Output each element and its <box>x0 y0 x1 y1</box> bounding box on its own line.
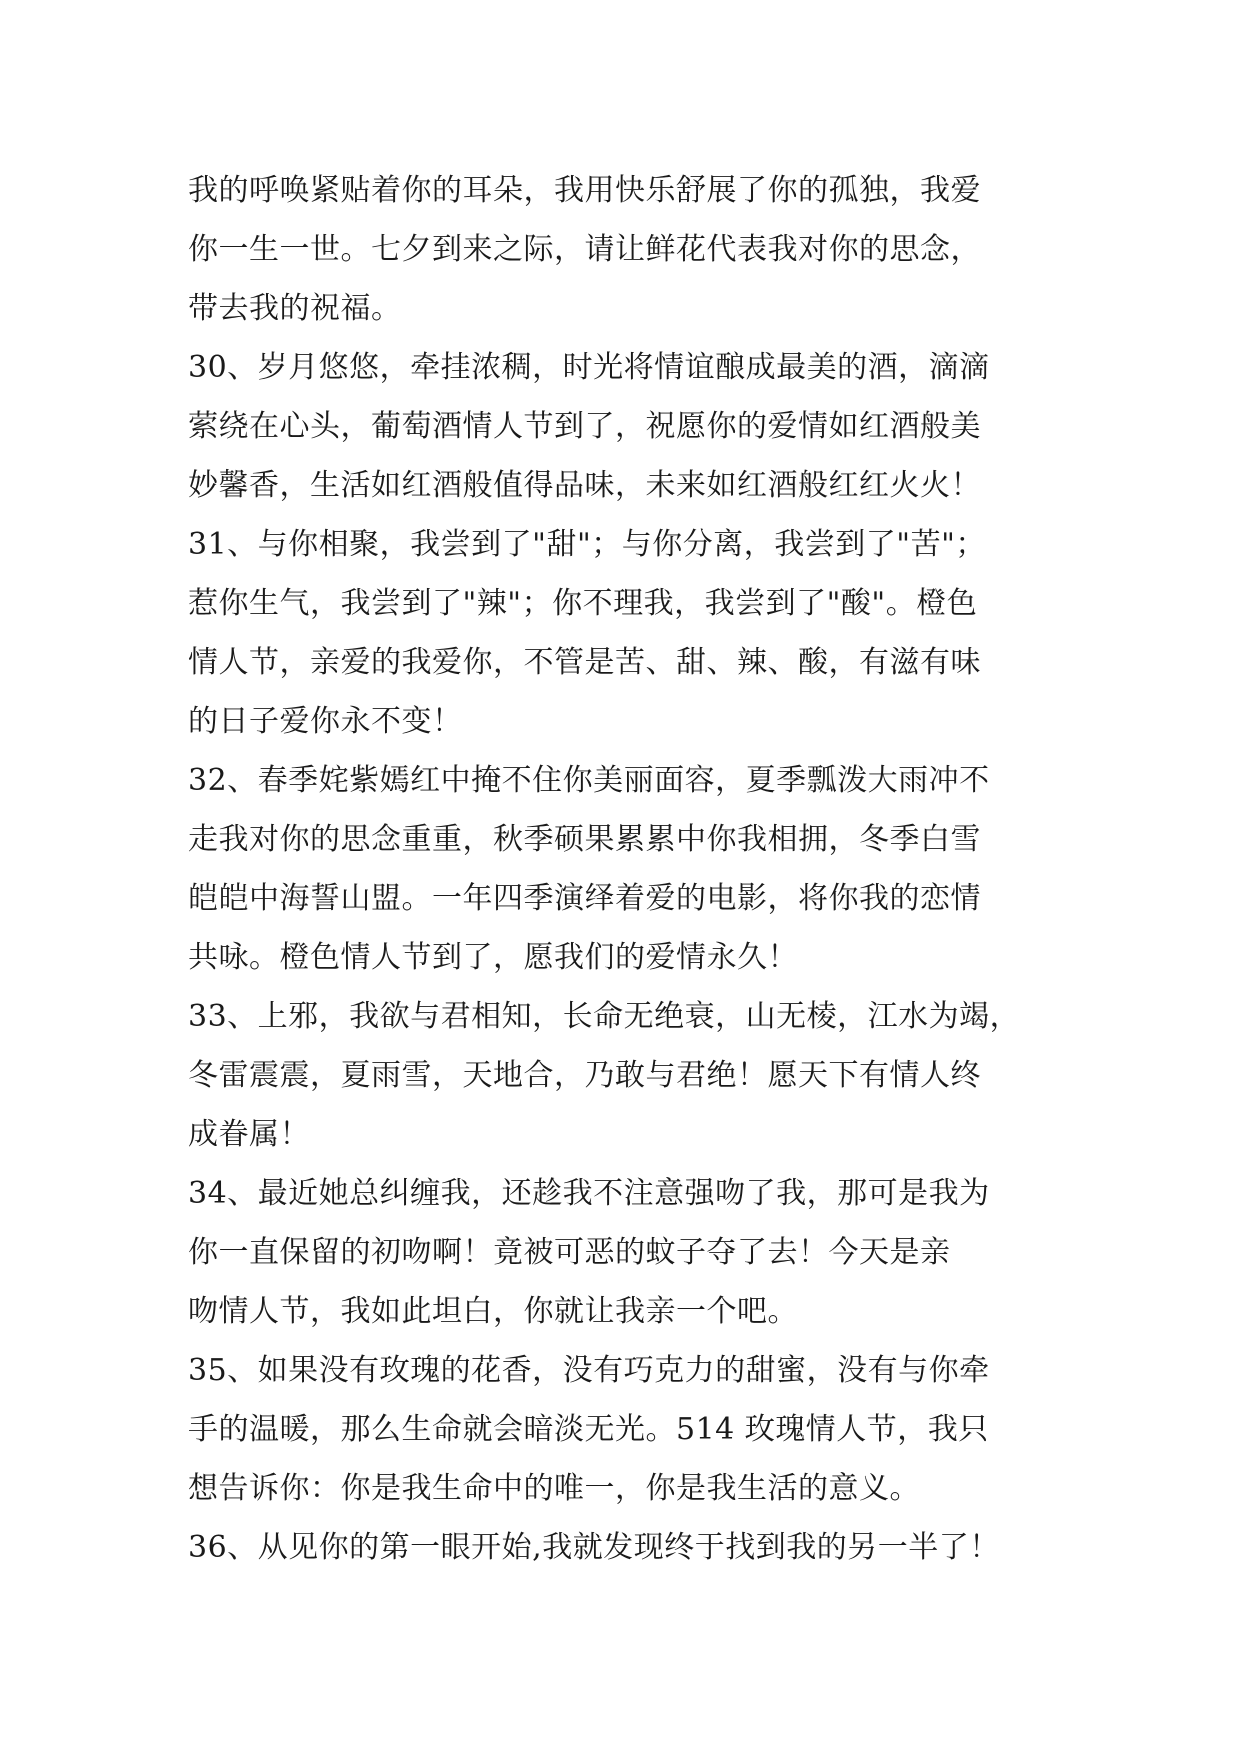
text-line: 35、如果没有玫瑰的花香，没有巧克力的甜蜜，没有与你牵 <box>188 1353 990 1388</box>
text-line: 你一生一世。七夕到来之际，请让鲜花代表我对你的思念， <box>188 232 981 267</box>
text-line: 共咏。橙色情人节到了，愿我们的爱情永久！ <box>188 940 798 975</box>
text-line: 我的呼唤紧贴着你的耳朵，我用快乐舒展了你的孤独，我爱 <box>188 173 981 208</box>
text-line: 34、最近她总纠缠我，还趁我不注意强吻了我，那可是我为 <box>188 1176 990 1211</box>
text-line: 33、上邪，我欲与君相知，长命无绝衰，山无棱，江水为竭， <box>188 999 1021 1034</box>
text-line: 31、与你相聚，我尝到了"甜"；与你分离，我尝到了"苦"； <box>188 527 986 562</box>
text-line: 30、岁月悠悠，牵挂浓稠，时光将情谊酿成最美的酒，滴滴 <box>188 350 990 385</box>
text-line: 带去我的祝福。 <box>188 291 402 326</box>
text-line: 萦绕在心头，葡萄酒情人节到了，祝愿你的爱情如红酒般美 <box>188 409 981 444</box>
text-line: 想告诉你：你是我生命中的唯一，你是我生活的意义。 <box>188 1471 920 1506</box>
text-line: 32、春季姹紫嫣红中掩不住你美丽面容，夏季瓢泼大雨冲不 <box>188 763 990 798</box>
text-line: 皑皑中海誓山盟。一年四季演绎着爱的电影，将你我的恋情 <box>188 881 981 916</box>
document-body <box>188 161 1068 1577</box>
text-line: 走我对你的思念重重，秋季硕果累累中你我相拥，冬季白雪 <box>188 822 981 857</box>
text-line: 你一直保留的初吻啊！竟被可恶的蚊子夺了去！今天是亲 <box>188 1235 951 1270</box>
text-line: 成眷属！ <box>188 1117 310 1152</box>
text-line: 冬雷震震，夏雨雪，天地合，乃敢与君绝！愿天下有情人终 <box>188 1058 981 1093</box>
text-line: 吻情人节，我如此坦白，你就让我亲一个吧。 <box>188 1294 798 1329</box>
text-line: 手的温暖，那么生命就会暗淡无光。514 玫瑰情人节，我只 <box>188 1412 989 1447</box>
text-line: 情人节，亲爱的我爱你，不管是苦、甜、辣、酸，有滋有味 <box>188 645 981 680</box>
text-line: 妙馨香，生活如红酒般值得品味，未来如红酒般红红火火！ <box>188 468 981 503</box>
text-line: 的日子爱你永不变！ <box>188 704 463 739</box>
text-line: 36、从见你的第一眼开始,我就发现终于找到我的另一半了！ <box>188 1530 1000 1565</box>
text-line: 惹你生气，我尝到了"辣"；你不理我，我尝到了"酸"。橙色 <box>188 586 978 621</box>
